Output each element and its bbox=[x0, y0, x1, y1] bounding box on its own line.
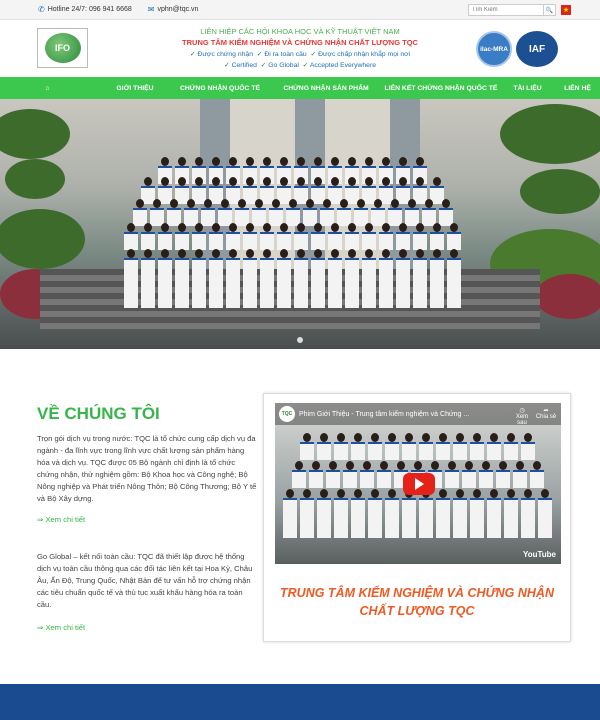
video-caption bbox=[264, 584, 570, 620]
hero-banner bbox=[0, 99, 600, 349]
caption-line: TRUNG TÂM KIỂM NGHIỆM VÀ CHỨNG NHẬN bbox=[280, 586, 554, 600]
search-button[interactable] bbox=[544, 4, 556, 16]
staff-group-photo bbox=[95, 157, 490, 349]
clock-icon: ◷ bbox=[519, 408, 525, 414]
nav-item-gioi-thieu[interactable]: GIỚI THIỆU bbox=[116, 84, 154, 92]
read-more-link[interactable]: ⇒ Xem chi tiết bbox=[37, 515, 86, 524]
check-icon: ✓ bbox=[256, 51, 263, 58]
iaf-logo: IAF bbox=[516, 31, 558, 67]
tree-decoration bbox=[5, 159, 65, 199]
share-label: Chia sẻ bbox=[535, 414, 557, 420]
tagline-item: Được chứng nhận bbox=[197, 51, 253, 58]
video-title[interactable]: Phim Giới Thiệu - Trung tâm kiểm nghiệm và Chứng ... bbox=[299, 410, 470, 418]
tagline-en bbox=[150, 60, 450, 71]
nav-item-chung-nhan-quoc-te[interactable]: CHỨNG NHẬN QUỐC TẾ bbox=[179, 84, 261, 92]
tagline-item: Accepted Everywhere bbox=[309, 62, 376, 69]
about-paragraph-global: Go Global – kết nối toàn cầu: TQC đã thiết lập được hệ thống dịch vụ toàn cầu thông qua các đối tác liên kết tại Hoa Kỳ, Châu Âu, Ấn Độ, Trung Quốc, Nhật Bản để tư vấn hỗ trợ chứng nhận các tiêu chuẩn quốc tế và thủ tục xuất khẩu hàng hóa ra toàn cầu. bbox=[37, 552, 253, 609]
play-icon bbox=[415, 478, 424, 490]
play-button[interactable] bbox=[403, 473, 435, 495]
check-icon: ✓ bbox=[189, 51, 196, 58]
nav-item-lien-he[interactable]: LIÊN HỆ bbox=[564, 84, 591, 92]
tagline-item: Go Global bbox=[268, 62, 299, 69]
ilac-mra-logo: ilac-MRA bbox=[476, 31, 512, 67]
caption-line: CHẤT LƯỢNG TQC bbox=[359, 604, 475, 618]
top-bar bbox=[0, 0, 600, 20]
watch-later-label: Xem sau bbox=[515, 414, 529, 426]
intro-video-card bbox=[263, 393, 571, 642]
nav-item-tai-lieu[interactable]: TÀI LIỆU bbox=[513, 84, 542, 92]
video-player[interactable] bbox=[275, 403, 561, 564]
check-icon: ✓ bbox=[223, 62, 230, 69]
association-name: LIÊN HIỆP CÁC HỘI KHOA HỌC VÀ KỸ THUẬT VIỆT NAM bbox=[200, 27, 400, 36]
tree-decoration bbox=[500, 104, 600, 164]
tagline-item: Đi ra toàn cầu bbox=[264, 51, 307, 58]
slider-dot[interactable] bbox=[297, 337, 303, 343]
channel-avatar[interactable]: TQC bbox=[279, 406, 295, 422]
nav-item-lien-ket-chung-nhan[interactable]: LIÊN KẾT CHỨNG NHẬN QUỐC TẾ bbox=[384, 84, 498, 92]
phone-icon: ✆ bbox=[38, 5, 45, 14]
video-thumbnail bbox=[280, 433, 555, 563]
tagline-item: Certified bbox=[231, 62, 257, 69]
youtube-logo[interactable]: YouTube bbox=[522, 550, 556, 559]
read-more-link[interactable]: ⇒ Xem chi tiết bbox=[37, 623, 86, 632]
check-icon: ✓ bbox=[302, 62, 309, 69]
tagline-item: Được chấp nhận khắp mọi nơi bbox=[318, 51, 411, 58]
home-icon[interactable]: ⌂ bbox=[45, 84, 50, 92]
tree-decoration bbox=[0, 109, 70, 159]
header-title-block bbox=[150, 27, 450, 71]
about-heading: VỀ CHÚNG TÔI bbox=[37, 404, 160, 423]
search-input[interactable] bbox=[468, 4, 544, 16]
search-icon: 🔍 bbox=[545, 7, 554, 14]
vietnam-flag-icon[interactable]: ★ bbox=[562, 7, 570, 14]
email-text: vphn@tqc.vn bbox=[157, 6, 199, 13]
watch-later-button[interactable] bbox=[511, 407, 533, 426]
about-section bbox=[0, 349, 600, 687]
check-icon: ✓ bbox=[260, 62, 267, 69]
nav-item-chung-nhan-san-pham[interactable]: CHỨNG NHẬN SẢN PHẨM bbox=[283, 84, 369, 92]
site-logo[interactable] bbox=[37, 28, 88, 68]
site-header bbox=[0, 20, 600, 77]
hotline[interactable] bbox=[38, 5, 132, 14]
flower-bed bbox=[535, 274, 600, 319]
check-icon: ✓ bbox=[310, 51, 317, 58]
video-title-bar bbox=[275, 403, 561, 425]
tree-decoration bbox=[520, 169, 600, 214]
mail-icon: ✉ bbox=[147, 5, 155, 14]
share-button[interactable] bbox=[535, 407, 557, 420]
about-paragraph-domestic: Trọn gói dịch vụ trong nước: TQC là tổ chức cung cấp dịch vụ đa ngành - đa lĩnh vực trong lĩnh vực chất lượng sản phẩm hàng hóa và dịch vụ. TQC được 05 Bộ ngành chỉ định là tổ chức chứng nhận, thử nghiệm gồm: Bộ Khoa học và Công nghệ; Bộ Nông nghiệp và Phát triển Nông Thôn; Bộ Công Thương; Bộ Y tế và Bộ Xây dựng. bbox=[37, 434, 257, 503]
main-nav bbox=[0, 77, 600, 99]
tree-decoration bbox=[0, 209, 85, 269]
logo-mark: IFO bbox=[45, 33, 81, 63]
accreditation-badges bbox=[476, 31, 558, 67]
tagline-vn bbox=[150, 49, 450, 60]
search-box bbox=[468, 4, 571, 16]
hotline-text: Hotline 24/7: 096 941 6668 bbox=[47, 6, 132, 13]
center-name: TRUNG TÂM KIỂM NGHIỆM VÀ CHỨNG NHẬN CHẤT LƯỢNG TQC bbox=[182, 38, 418, 47]
share-icon: ➦ bbox=[543, 408, 549, 414]
email-link[interactable] bbox=[148, 5, 199, 14]
footer-band bbox=[0, 684, 600, 720]
